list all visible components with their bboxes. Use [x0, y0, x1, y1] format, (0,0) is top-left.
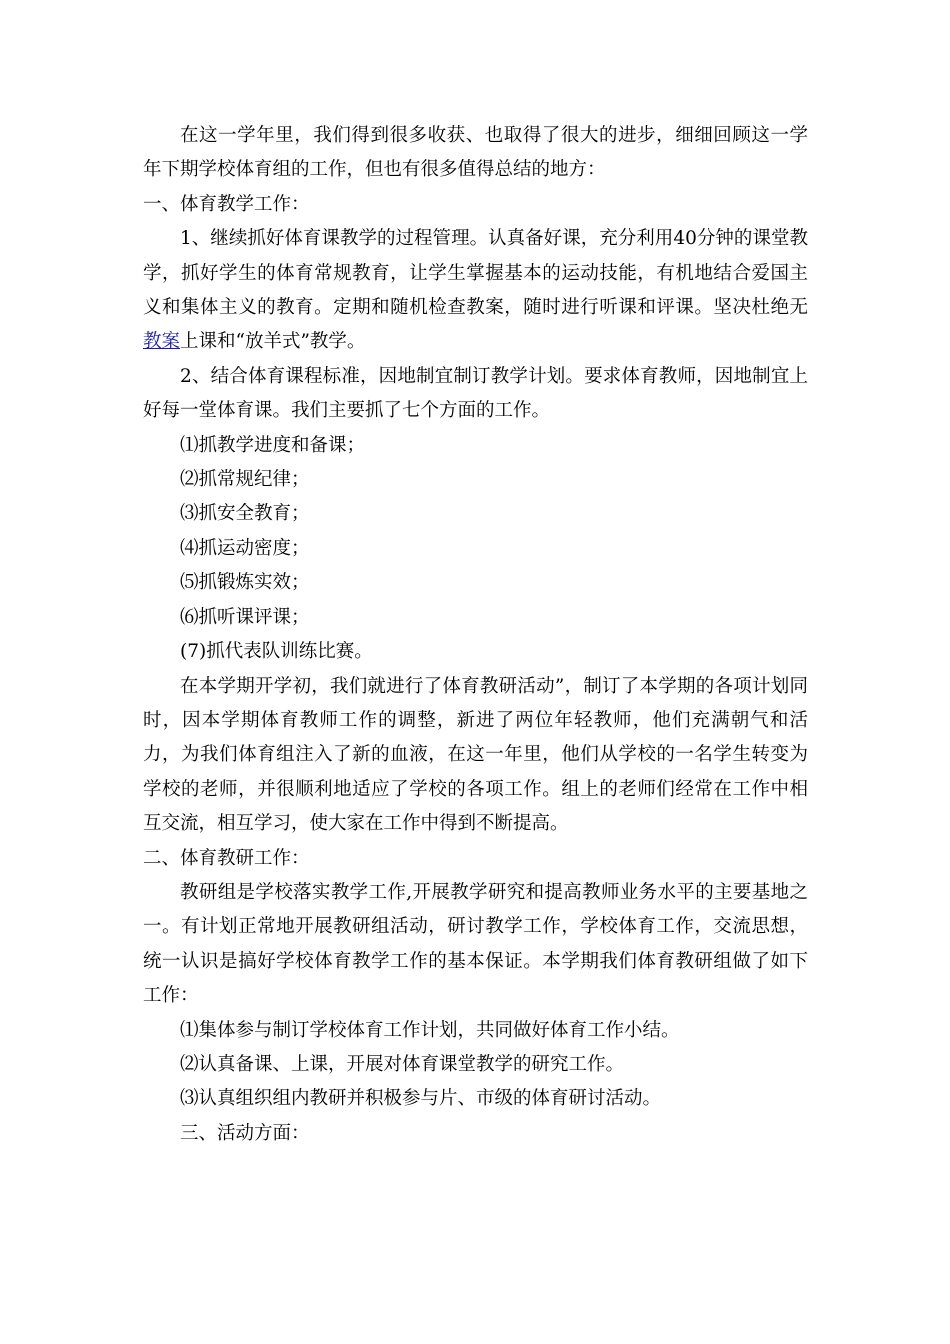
- list-item: ⑴集体参与制订学校体育工作计划，共同做好体育工作小结。: [180, 1019, 680, 1041]
- section-1-paragraph-2: 2、结合体育课程标准，因地制宜制订教学计划。要求体育教师，因地制宜上好每一堂体育课。我们主要抓了七个方面的工作。: [143, 365, 808, 422]
- paragraph-text: 1、继续抓好体育课教学的过程管理。认真备好课，充分利用40分钟的课堂教学，抓好学生的体育常规教育，让学生掌握基本的运动技能，有机地结合爱国主义和集体主义的教育。定期和随机检查教案，随时进行听课和评课。坚决杜绝无: [143, 228, 808, 319]
- lesson-plan-link[interactable]: 教案: [143, 331, 181, 353]
- section-2-heading: 二、体育教研工作：: [143, 847, 310, 869]
- paragraph-text: 上课和“放羊式”教学。: [180, 331, 366, 353]
- document-body: [143, 119, 808, 1151]
- list-item: ⑵认真备课、上课，开展对体育课堂教学的研究工作。: [180, 1053, 625, 1075]
- list-item: ⑵抓常规纪律；: [180, 469, 310, 491]
- list-item: ⑶抓安全教育；: [180, 503, 310, 525]
- section-3-heading: 三、活动方面：: [180, 1122, 310, 1144]
- section-1-heading: 一、体育教学工作：: [143, 193, 310, 215]
- section-2-paragraph-1: 教研组是学校落实教学工作,开展教学研究和提高教师业务水平的主要基地之一。有计划正常地开展教研组活动，研讨教学工作，学校体育工作，交流思想，统一认识是搞好学校体育教学工作的基本保证。本学期我们体育教研组做了如下工作：: [143, 881, 808, 1007]
- list-item: ⑸抓锻炼实效；: [180, 572, 310, 594]
- section-1-paragraph-3: 在本学期开学初，我们就进行了体育教研活动”，制订了本学期的各项计划同时，因本学期体育教师工作的调整，新进了两位年轻教师，他们充满朝气和活力，为我们体育组注入了新的血液，在这一年里，他们从学校的一名学生转变为学校的老师，并很顺利地适应了学校的各项工作。组上的老师们经常在工作中相互交流，相互学习，使大家在工作中得到不断提高。: [143, 675, 808, 835]
- list-item: (7)抓代表队训练比赛。: [180, 641, 373, 663]
- list-item: ⑶认真组织组内教研并积极参与片、市级的体育研讨活动。: [180, 1088, 662, 1110]
- list-item: ⑹抓听课评课；: [180, 606, 310, 628]
- list-item: ⑴抓教学进度和备课；: [180, 434, 366, 456]
- section-1-paragraph-1: [143, 222, 808, 360]
- intro-paragraph: 在这一学年里，我们得到很多收获、也取得了很大的进步，细细回顾这一学年下期学校体育组的工作，但也有很多值得总结的地方：: [143, 125, 808, 181]
- list-item: ⑷抓运动密度；: [180, 537, 310, 559]
